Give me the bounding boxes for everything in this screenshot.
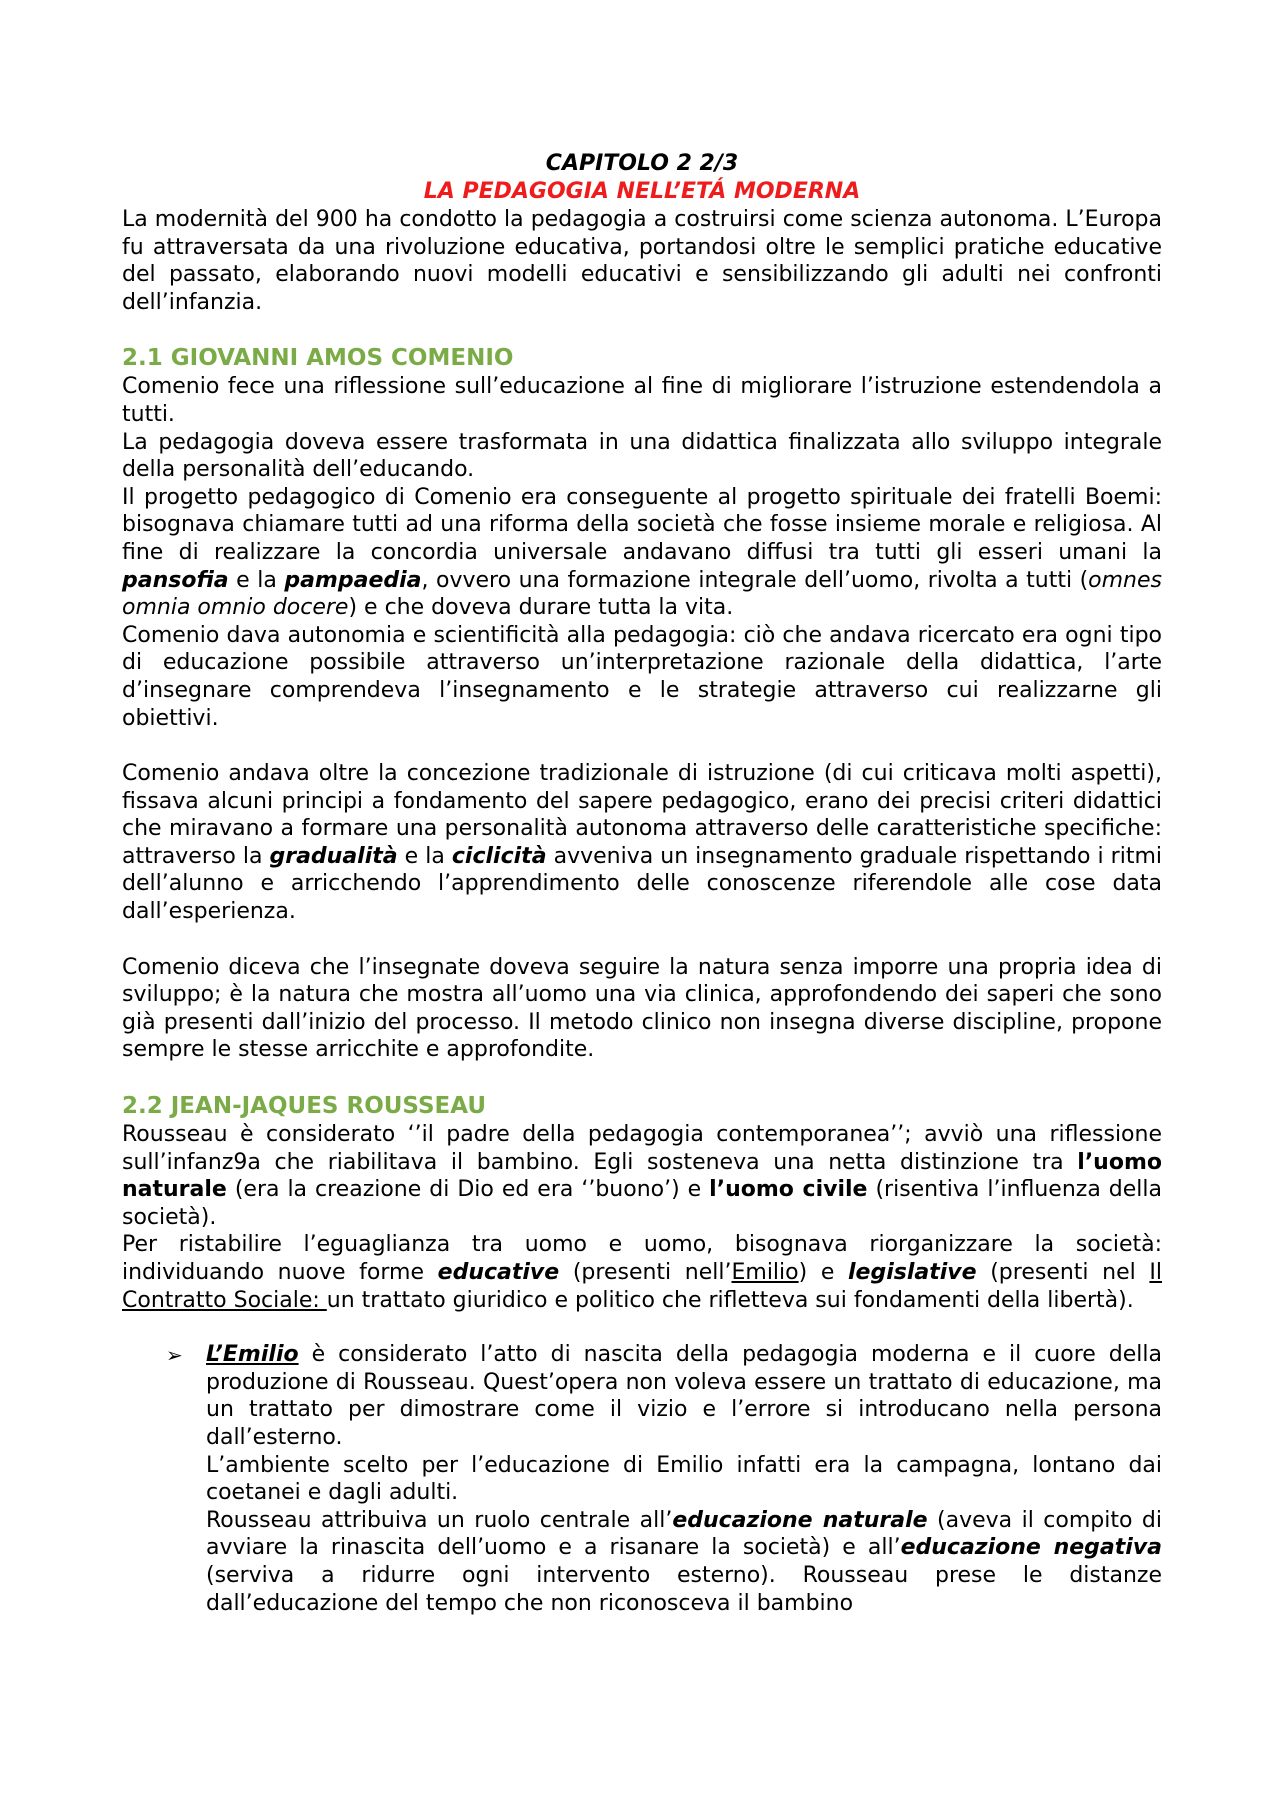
rousseau-paragraph-1: Rousseau è considerato ‘’il padre della pedagogia contemporanea’’; avviò una riflessione sull’infanz9a che riabilitava il bambino. Egli sosteneva una netta distinzione tra l’uomo naturale (era la creazione di Dio ed era ‘’buono’) e l’uomo civile (risentiva l’influenza della società). — [122, 1122, 1163, 1230]
term-uomo-naturale: l’uomo naturale — [122, 1149, 1162, 1203]
term-uomo-civile: l’uomo civile — [709, 1177, 868, 1203]
comenio-paragraph-5: Comenio andava oltre la concezione tradizionale di istruzione (di cui criticava molti aspetti), fissava alcuni principi a fondamento del sapere pedagogico, erano dei precisi criteri didattici che miravano a formare una personalità autonoma attraverso delle caratteristiche specifiche: attraverso la gradualità e la ciclicità avveniva un insegnamento graduale rispettando i ritmi dell’alunno e arricchendo l’apprendimento delle conoscenze riferendole alle cose data dall’esperienza. — [122, 761, 1162, 925]
intro-paragraph: La modernità del 900 ha condotto la pedagogia a costruirsi come scienza autonoma. L’Europa fu attraversata da una rivoluzione educativa, portandosi oltre le semplici pratiche educative del passato, elaborando nuovi modelli educativi e sensibilizzando gli adulti nei confronti dell’infanzia. — [122, 207, 1162, 315]
comenio-paragraph-4: Comenio dava autonomia e scientificità alla pedagogia: ciò che andava ricercato era ogni tipo di educazione possibile attraverso un’interpretazione razionale della didattica, l’arte d’insegnare comprendeva l’insegnamento e le strategie attraverso cui realizzarne gli obiettivi. — [122, 622, 1162, 731]
title-contratto-sociale: Il Contratto Sociale: — [122, 1260, 1162, 1313]
latin-motto: omnes omnia omnio docere — [122, 567, 1162, 621]
comenio-paragraph-1: Comenio fece una riflessione sull’educazione al fine di migliorare l’istruzione estendendola a tutti. — [122, 374, 1162, 427]
term-pampaedia: pampaedia — [284, 567, 422, 593]
bullet-item-emilio — [122, 1341, 1162, 1617]
rousseau-paragraph-2: Per ristabilire l’eguaglianza tra uomo e uomo, bisognava riorganizzare la società: individuando nuove forme educative (presenti nell’Emilio) e legislative (presenti nel Il Contratto Sociale: un trattato giuridico e politico che rifletteva sui fondamenti della libertà). — [122, 1232, 1162, 1313]
section-heading-comenio: 2.1 GIOVANNI AMOS COMENIO — [122, 345, 514, 372]
chapter-label: CAPITOLO 2 2/3 — [545, 151, 739, 176]
title-emilio: Emilio — [731, 1260, 799, 1285]
comenio-paragraph-2: La pedagogia doveva essere trasformata in una didattica finalizzata allo sviluppo integrale della personalità dell’educando. — [122, 429, 1162, 483]
term-educative: educative — [437, 1260, 560, 1285]
term-pansofia: pansofia — [122, 567, 229, 593]
section-heading-rousseau: 2.2 JEAN-JAQUES ROUSSEAU — [122, 1093, 487, 1120]
term-ciclicita: ciclicità — [451, 843, 547, 869]
chapter-title: LA PEDAGOGIA NELL’ETÁ MODERNA — [423, 179, 861, 204]
term-emilio: L’Emilio — [206, 1342, 299, 1368]
emilio-paragraph-1: L’Emilio è considerato l’atto di nascita della pedagogia moderna e il cuore della produzione di Rousseau. Quest’opera non voleva essere un trattato di educazione, ma un trattato per dimostrare come il vizio e l’errore si introducano nella persona dall’esterno. — [206, 1342, 1162, 1450]
comenio-paragraph-6: Comenio diceva che l’insegnate doveva seguire la natura senza imporre una propria idea di sviluppo; è la natura che mostra all’uomo una via clinica, approfondendo dei saperi che sono già presenti dall’inizio del processo. Il metodo clinico non insegna diverse discipline, propone sempre le stesse arricchite e approfondite. — [122, 954, 1162, 1063]
term-educazione-naturale: educazione naturale — [672, 1507, 928, 1533]
emilio-paragraph-3: Rousseau attribuiva un ruolo centrale all’educazione naturale (aveva il compito di avviare la rinascita dell’uomo e a risanare la società) e all’educazione negativa (serviva a ridurre ogni intervento esterno). Rousseau prese le distanze dall’educazione del tempo che non riconosceva il bambino — [206, 1507, 1163, 1616]
term-gradualita: gradualità — [269, 843, 398, 869]
term-legislative: legislative — [848, 1260, 977, 1285]
arrow-bullet-icon: ➢ — [166, 1343, 183, 1368]
emilio-paragraph-2: L’ambiente scelto per l’educazione di Emilio infatti era la campagna, lontano dai coetanei e dagli adulti. — [206, 1452, 1162, 1506]
comenio-paragraph-3: Il progetto pedagogico di Comenio era conseguente al progetto spirituale dei fratelli Boemi: bisognava chiamare tutti ad una riforma della società che fosse insieme morale e religiosa. Al fine di realizzare la concordia universale andavano diffusi tra tutti gli esseri umani la pansofia e la pampaedia, ovvero una formazione integrale dell’uomo, rivolta a tutti (omnes omnia omnio docere) e che doveva durare tutta la vita. — [122, 484, 1162, 621]
term-educazione-negativa: educazione negativa — [900, 1535, 1162, 1561]
